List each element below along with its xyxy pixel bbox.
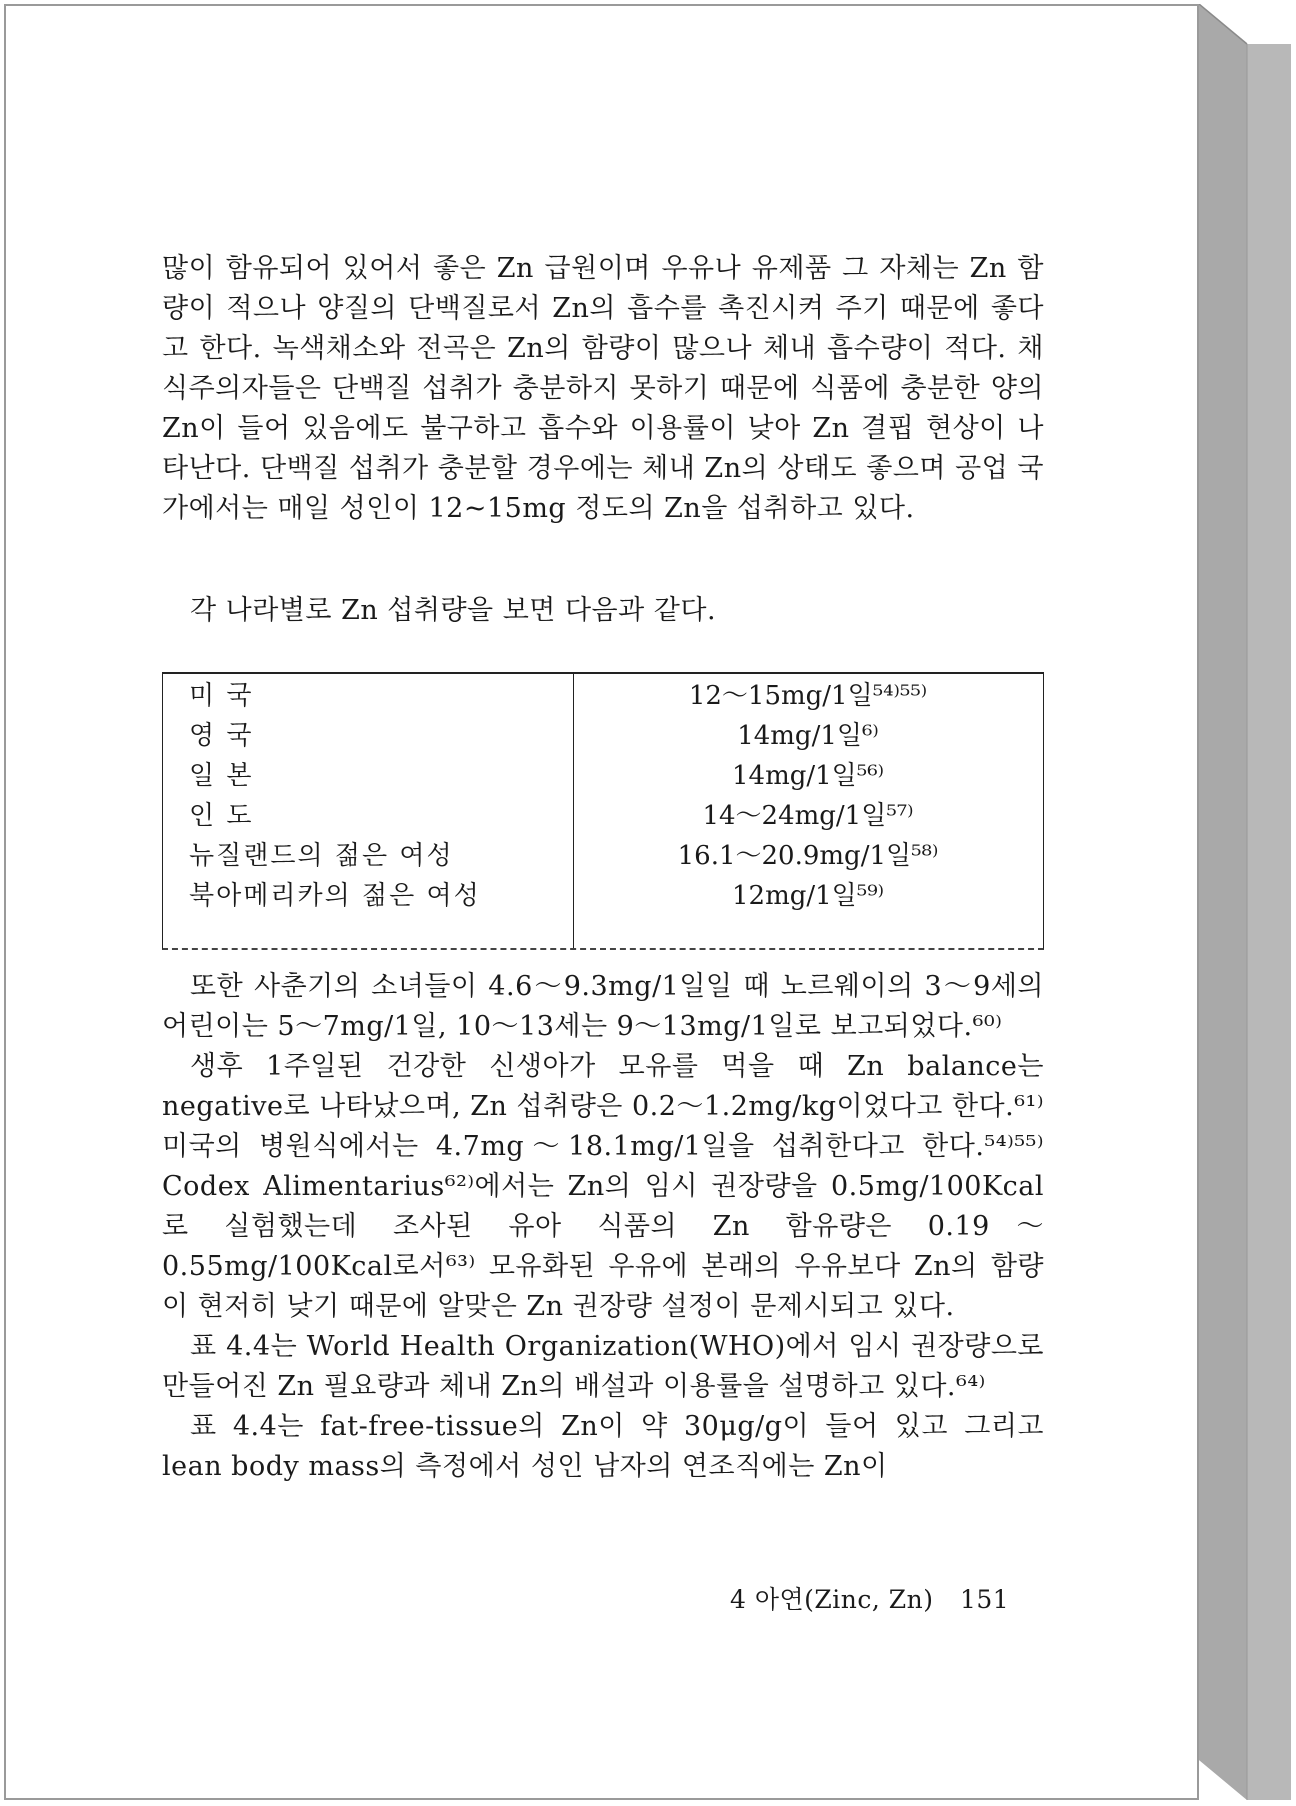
table-row	[163, 836, 1043, 876]
table-row	[163, 876, 1043, 916]
paragraph-zn-sources	[162, 249, 1044, 529]
table-row	[163, 716, 1043, 756]
intake-value-cell: 14mg/1일⁵⁶⁾	[731, 761, 885, 791]
intake-value-cell: 12～15mg/1일⁵⁴⁾⁵⁵⁾	[688, 681, 928, 711]
paragraph-3-text: 생후 1주일된 건강한 신생아가 모유를 먹을 때 Zn balance는 negative로 나타났으며, Zn 섭취량은 0.2～1.2mg/kg이었다고 한다.⁶¹⁾ 미국의 병원식에서는 4.7mg～18.1mg/1일을 섭취한다고 한다.⁵⁴⁾⁵⁵⁾ Codex Alimentarius⁶²⁾에서는 Zn의 임시 권장량을 0.5mg/100Kcal로 실험했는데 조사된 유아 식품의 Zn 함유량은 0.19～0.55mg/100Kcal로서⁶³⁾ 모유화된 우유에 본래의 우유보다 Zn의 함량이 현저히 낮기 때문에 알맞은 Zn 권장량 설정이 문제시되고 있다.	[162, 1051, 1044, 1322]
table-row	[163, 756, 1043, 796]
paragraph-2-text: 또한 사춘기의 소녀들이 4.6～9.3mg/1일일 때 노르웨이의 3～9세의 어린이는 5～7mg/1일, 10～13세는 9～13mg/1일로 보고되었다.⁶⁰⁾	[162, 971, 1044, 1042]
paragraph-5-text: 표 4.4는 fat-free-tissue의 Zn이 약 30μg/g이 들어 있고 그리고 lean body mass의 측정에서 성인 남자의 연조직에는 Zn이	[162, 1411, 1044, 1482]
paragraph-1-text: 많이 함유되어 있어서 좋은 Zn 급원이며 우유나 유제품 그 자체는 Zn 함량이 적으나 양질의 단백질로서 Zn의 흡수를 촉진시켜 주기 때문에 좋다고 한다. 녹색채소와 전곡은 Zn의 함량이 많으나 체내 흡수량이 적다. 채식주의자들은 단백질 섭취가 충분하지 못하기 때문에 식품에 충분한 양의 Zn이 들어 있음에도 불구하고 흡수와 이용률이 낮아 Zn 결핍 현상이 나타난다. 단백질 섭취가 충분할 경우에는 체내 Zn의 상태도 좋으며 공업 국가에서는 매일 성인이 12~15mg 정도의 Zn을 섭취하고 있다.	[162, 253, 1044, 524]
page-footer	[730, 1580, 1009, 1616]
paragraph-block-2	[162, 967, 1044, 1487]
intake-value-cell: 14～24mg/1일⁵⁷⁾	[702, 801, 914, 831]
country-cell: 뉴질랜드의 젊은 여성	[189, 841, 454, 871]
country-cell: 영 국	[189, 721, 254, 751]
intake-value-cell: 16.1～20.9mg/1일⁵⁸⁾	[677, 841, 939, 871]
country-cell: 북아메리카의 젊은 여성	[189, 881, 481, 911]
page-number: 151	[959, 1585, 1010, 1614]
intake-value-cell: 12mg/1일⁵⁹⁾	[731, 881, 885, 911]
intake-intro-text: 각 나라별로 Zn 섭취량을 보면 다음과 같다.	[190, 595, 717, 626]
country-cell: 인 도	[189, 801, 254, 831]
intake-value-cell: 14mg/1일⁶⁾	[737, 721, 879, 751]
zn-intake-table	[162, 672, 1044, 950]
country-cell: 일 본	[189, 761, 254, 791]
paragraph-4-text: 표 4.4는 World Health Organization(WHO)에서 임시 권장량으로 만들어진 Zn 필요량과 체내 Zn의 배설과 이용률을 설명하고 있다.⁶⁴⁾	[162, 1331, 1044, 1402]
table-row	[163, 676, 1043, 716]
page-edge-shadow	[1199, 4, 1291, 1800]
table-row	[163, 796, 1043, 836]
chapter-title: 4 아연(Zinc, Zn)	[730, 1585, 934, 1614]
country-cell: 미 국	[189, 681, 254, 711]
